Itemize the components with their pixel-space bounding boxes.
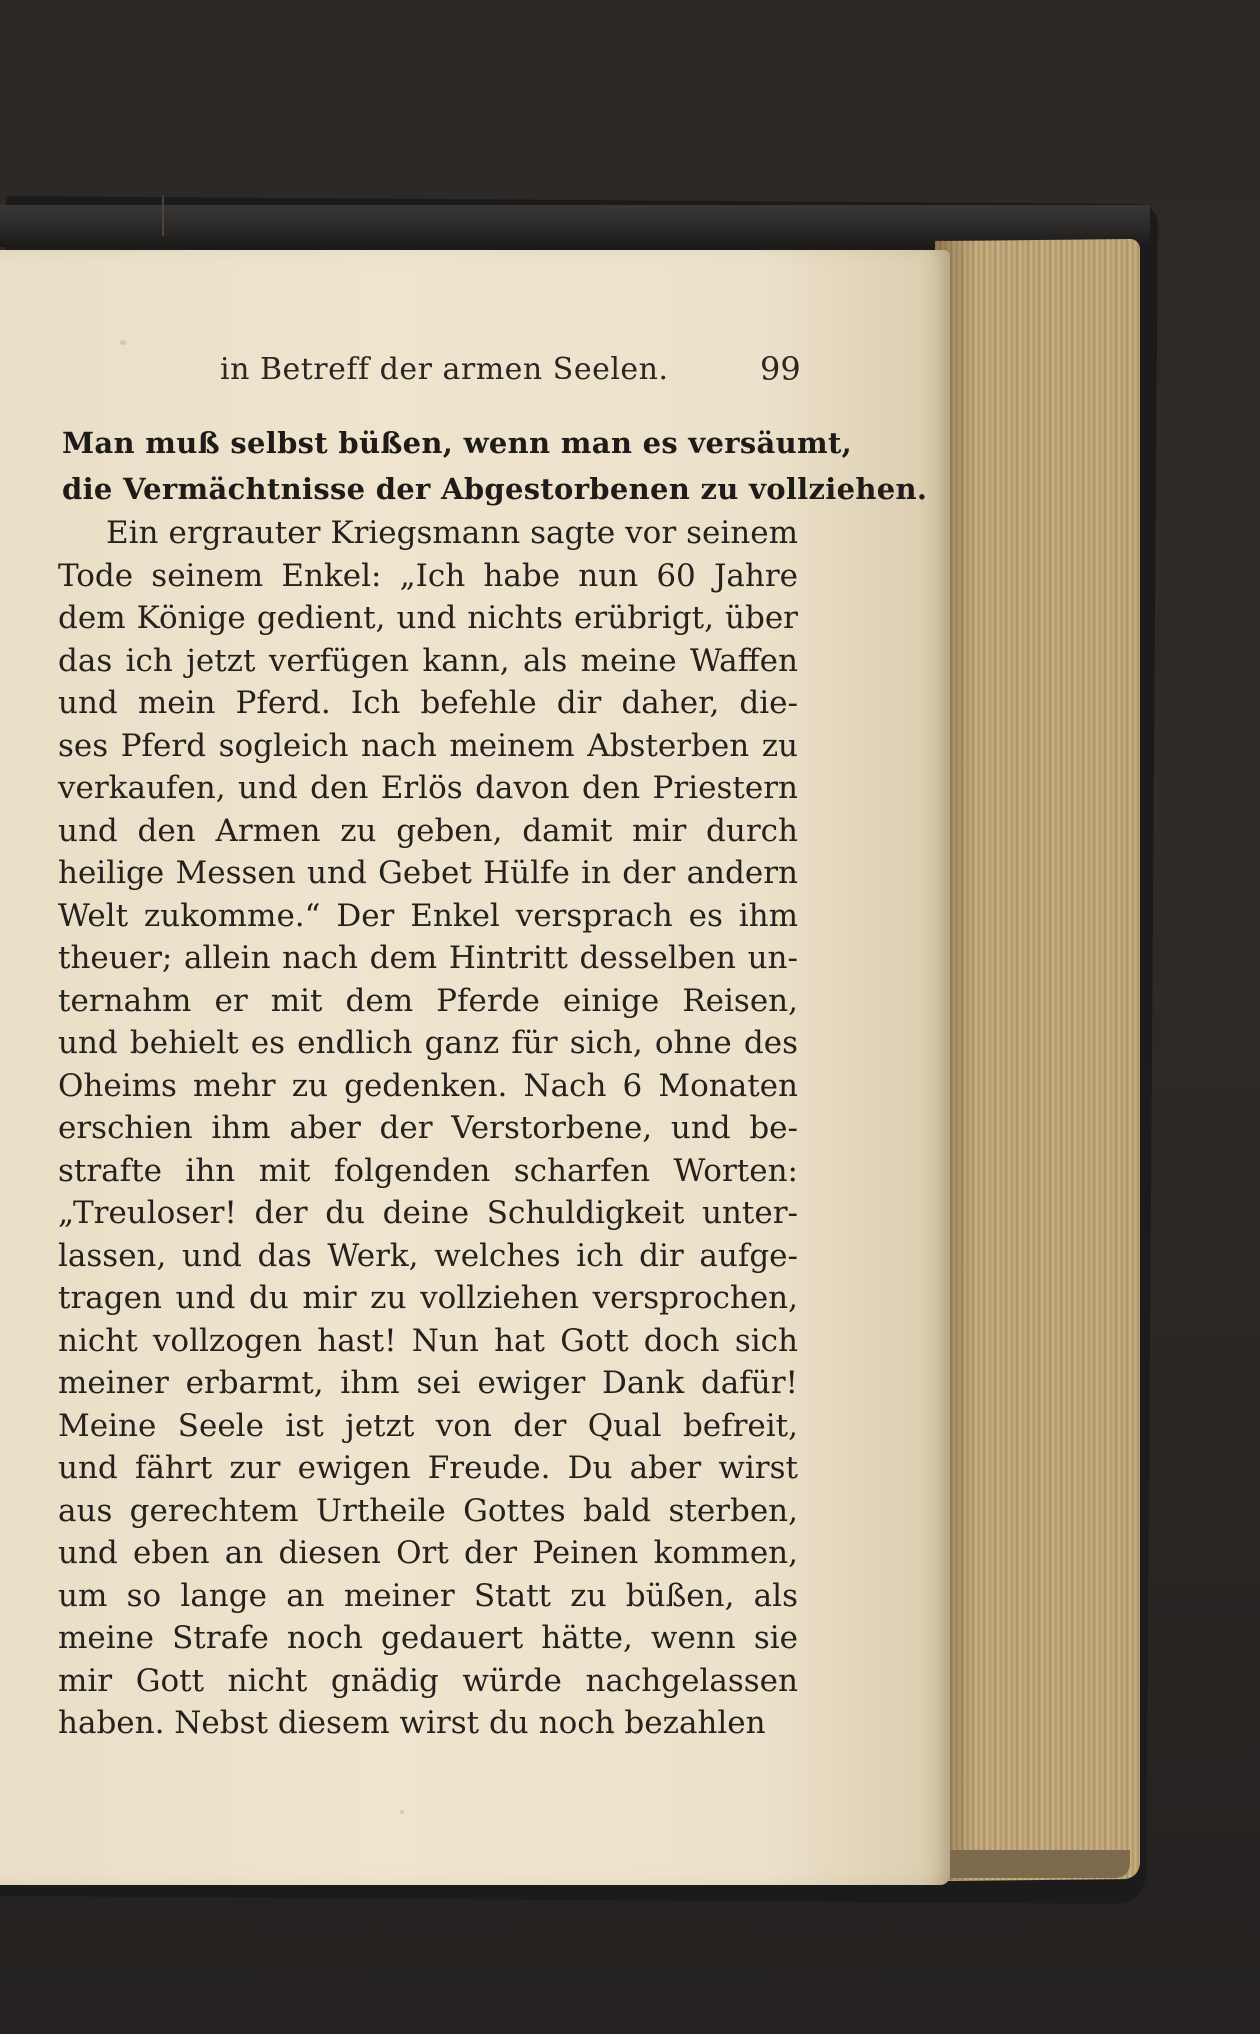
body-line: mir Gott nicht gnädig würde nachgelassen [58, 1662, 798, 1699]
body-line: ternahm er mit dem Pferde einige Reisen, [58, 982, 798, 1019]
body-line: aus gerechtem Urtheile Gottes bald sterben, [58, 1492, 798, 1529]
page-number: 99 [760, 350, 801, 388]
body-line: Ein ergrauter Kriegsmann sagte vor seinem [106, 515, 798, 551]
body-line: und mein Pferd. Ich befehle dir daher, die- [58, 685, 798, 721]
body-line: Meine Seele ist jetzt von der Qual befreit, [58, 1407, 798, 1444]
body-line: „Treuloser! der du deine Schuldigkeit unter- [58, 1195, 798, 1231]
body-line: dem Könige gedient, und nichts erübrigt, über [58, 600, 798, 636]
heading-line: die Vermächtnisse der Abgestorbenen zu vollziehen. [62, 472, 928, 506]
body-line: um so lange an meiner Statt zu büßen, als [58, 1577, 798, 1614]
body-line: und eben an diesen Ort der Peinen kommen, [58, 1535, 798, 1571]
body-line: meiner erbarmt, ihm sei ewiger Dank dafür! [58, 1365, 798, 1401]
page-stack-bottom [920, 1850, 1130, 1878]
bookmark-thread [162, 196, 164, 236]
body-line: lassen, und das Werk, welches ich dir aufge- [58, 1237, 798, 1274]
body-line: Oheims mehr zu gedenken. Nach 6 Monaten [58, 1067, 798, 1104]
body-line: meine Strafe noch gedauert hätte, wenn sie [58, 1620, 798, 1656]
section-heading [62, 420, 928, 512]
body-line: und behielt es endlich ganz für sich, ohne des [58, 1025, 798, 1061]
paper-speck [400, 1810, 404, 1814]
body-line: heilige Messen und Gebet Hülfe in der andern [58, 855, 798, 891]
running-head: in Betreff der armen Seelen. [220, 352, 669, 387]
paper-speck [120, 340, 126, 345]
body-line: verkaufen, und den Erlös davon den Priestern [58, 770, 798, 806]
body-line: ses Pferd sogleich nach meinem Absterben zu [58, 727, 798, 764]
body-line: tragen und du mir zu vollziehen versprochen, [58, 1280, 798, 1316]
body-line: das ich jetzt verfügen kann, als meine Waffen [58, 642, 798, 679]
body-line: und den Armen zu geben, damit mir durch [58, 812, 798, 849]
body-line: Welt zukomme.“ Der Enkel versprach es ihm [58, 897, 798, 934]
body-line: Tode seinem Enkel: „Ich habe nun 60 Jahre [58, 557, 798, 594]
body-line: haben. Nebst diesem wirst du noch bezahlen [58, 1705, 766, 1741]
body-line: theuer; allein nach dem Hintritt desselben un- [58, 940, 798, 976]
body-line: erschien ihm aber der Verstorbene, und be- [58, 1110, 798, 1146]
heading-line: Man muß selbst büßen, wenn man es versäumt, [62, 426, 853, 460]
body-line: strafte ihn mit folgenden scharfen Worten: [58, 1152, 798, 1189]
body-line: nicht vollzogen hast! Nun hat Gott doch sich [58, 1322, 798, 1359]
body-line: und fährt zur ewigen Freude. Du aber wirst [58, 1450, 798, 1486]
body-text [58, 512, 798, 1745]
